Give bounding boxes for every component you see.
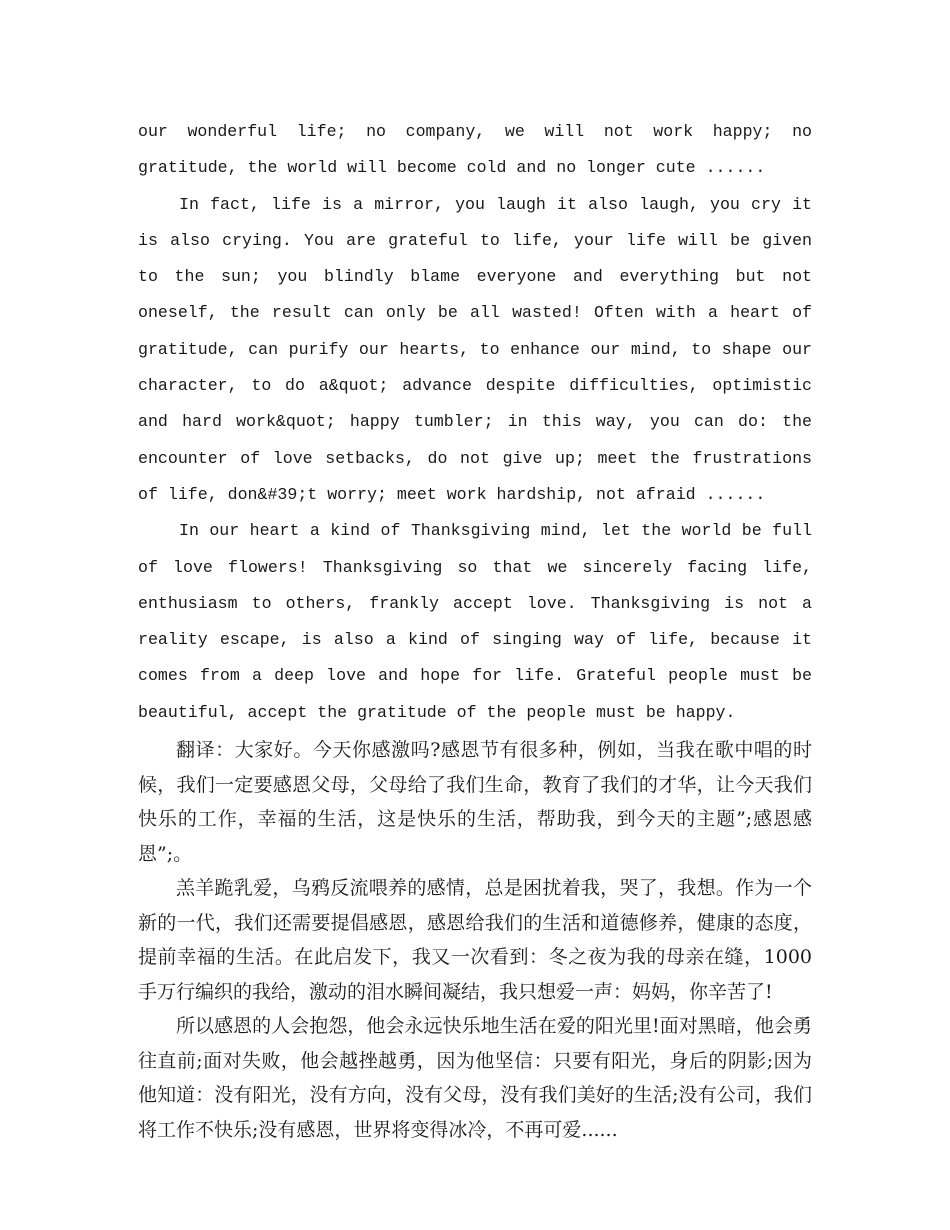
chinese-translation [138, 733, 812, 1147]
english-paragraph-2: In fact, life is a mirror, you laugh it also laugh, you cry it is also crying. You are grateful to life, your life will be given to the sun; you blindly blame everyone and everything but not oneself, the result can only be all wasted! Often with a heart of gratitude, can purify our hearts, to enhance our mind, to shape our character, to do a&quot; advance despite difficulties, optimistic and hard work&quot; happy tumbler; in this way, you can do: the encounter of love setbacks, do not give up; meet the frustrations of life, don&#39;t worry; meet work hardship, not afraid ...... [138, 194, 812, 504]
chinese-paragraph-1: 翻译：大家好。今天你感激吗?感恩节有很多种，例如，当我在歌中唱的时候，我们一定要感恩父母，父母给了我们生命，教育了我们的才华，让今天我们快乐的工作，幸福的生活，这是快乐的生活，帮助我，到今天的主题”;感恩感恩”;。 [138, 739, 812, 865]
english-paragraph-3: In our heart a kind of Thanksgiving mind, let the world be full of love flowers! Thanksgiving so that we sincerely facing life, enthusiasm to others, frankly accept love. Thanksgiving is not a reality escape, is also a kind of singing way of life, because it comes from a deep love and hope for life. Grateful people must be beautiful, accept the gratitude of the people must be happy. [138, 521, 812, 722]
document-page [138, 114, 812, 1147]
chinese-paragraph-2: 羔羊跪乳爱，乌鸦反流喂养的感情，总是困扰着我，哭了，我想。作为一个新的一代，我们还需要提倡感恩，感恩给我们的生活和道德修养，健康的态度，提前幸福的生活。在此启发下，我又一次看到：冬之夜为我的母亲在缝，1000手万行编织的我给，激动的泪水瞬间凝结，我只想爱一声：妈妈，你辛苦了! [138, 877, 812, 1003]
english-paragraph-1: our wonderful life; no company, we will not work happy; no gratitude, the world will become cold and no longer cute ...... [138, 122, 812, 178]
chinese-paragraph-3: 所以感恩的人会抱怨，他会永远快乐地生活在爱的阳光里!面对黑暗，他会勇往直前;面对失败，他会越挫越勇，因为他坚信：只要有阳光，身后的阴影;因为他知道：没有阳光，没有方向，没有父母，没有我们美好的生活;没有公司，我们将工作不快乐;没有感恩，世界将变得冰冷，不再可爱...... [138, 1015, 812, 1141]
